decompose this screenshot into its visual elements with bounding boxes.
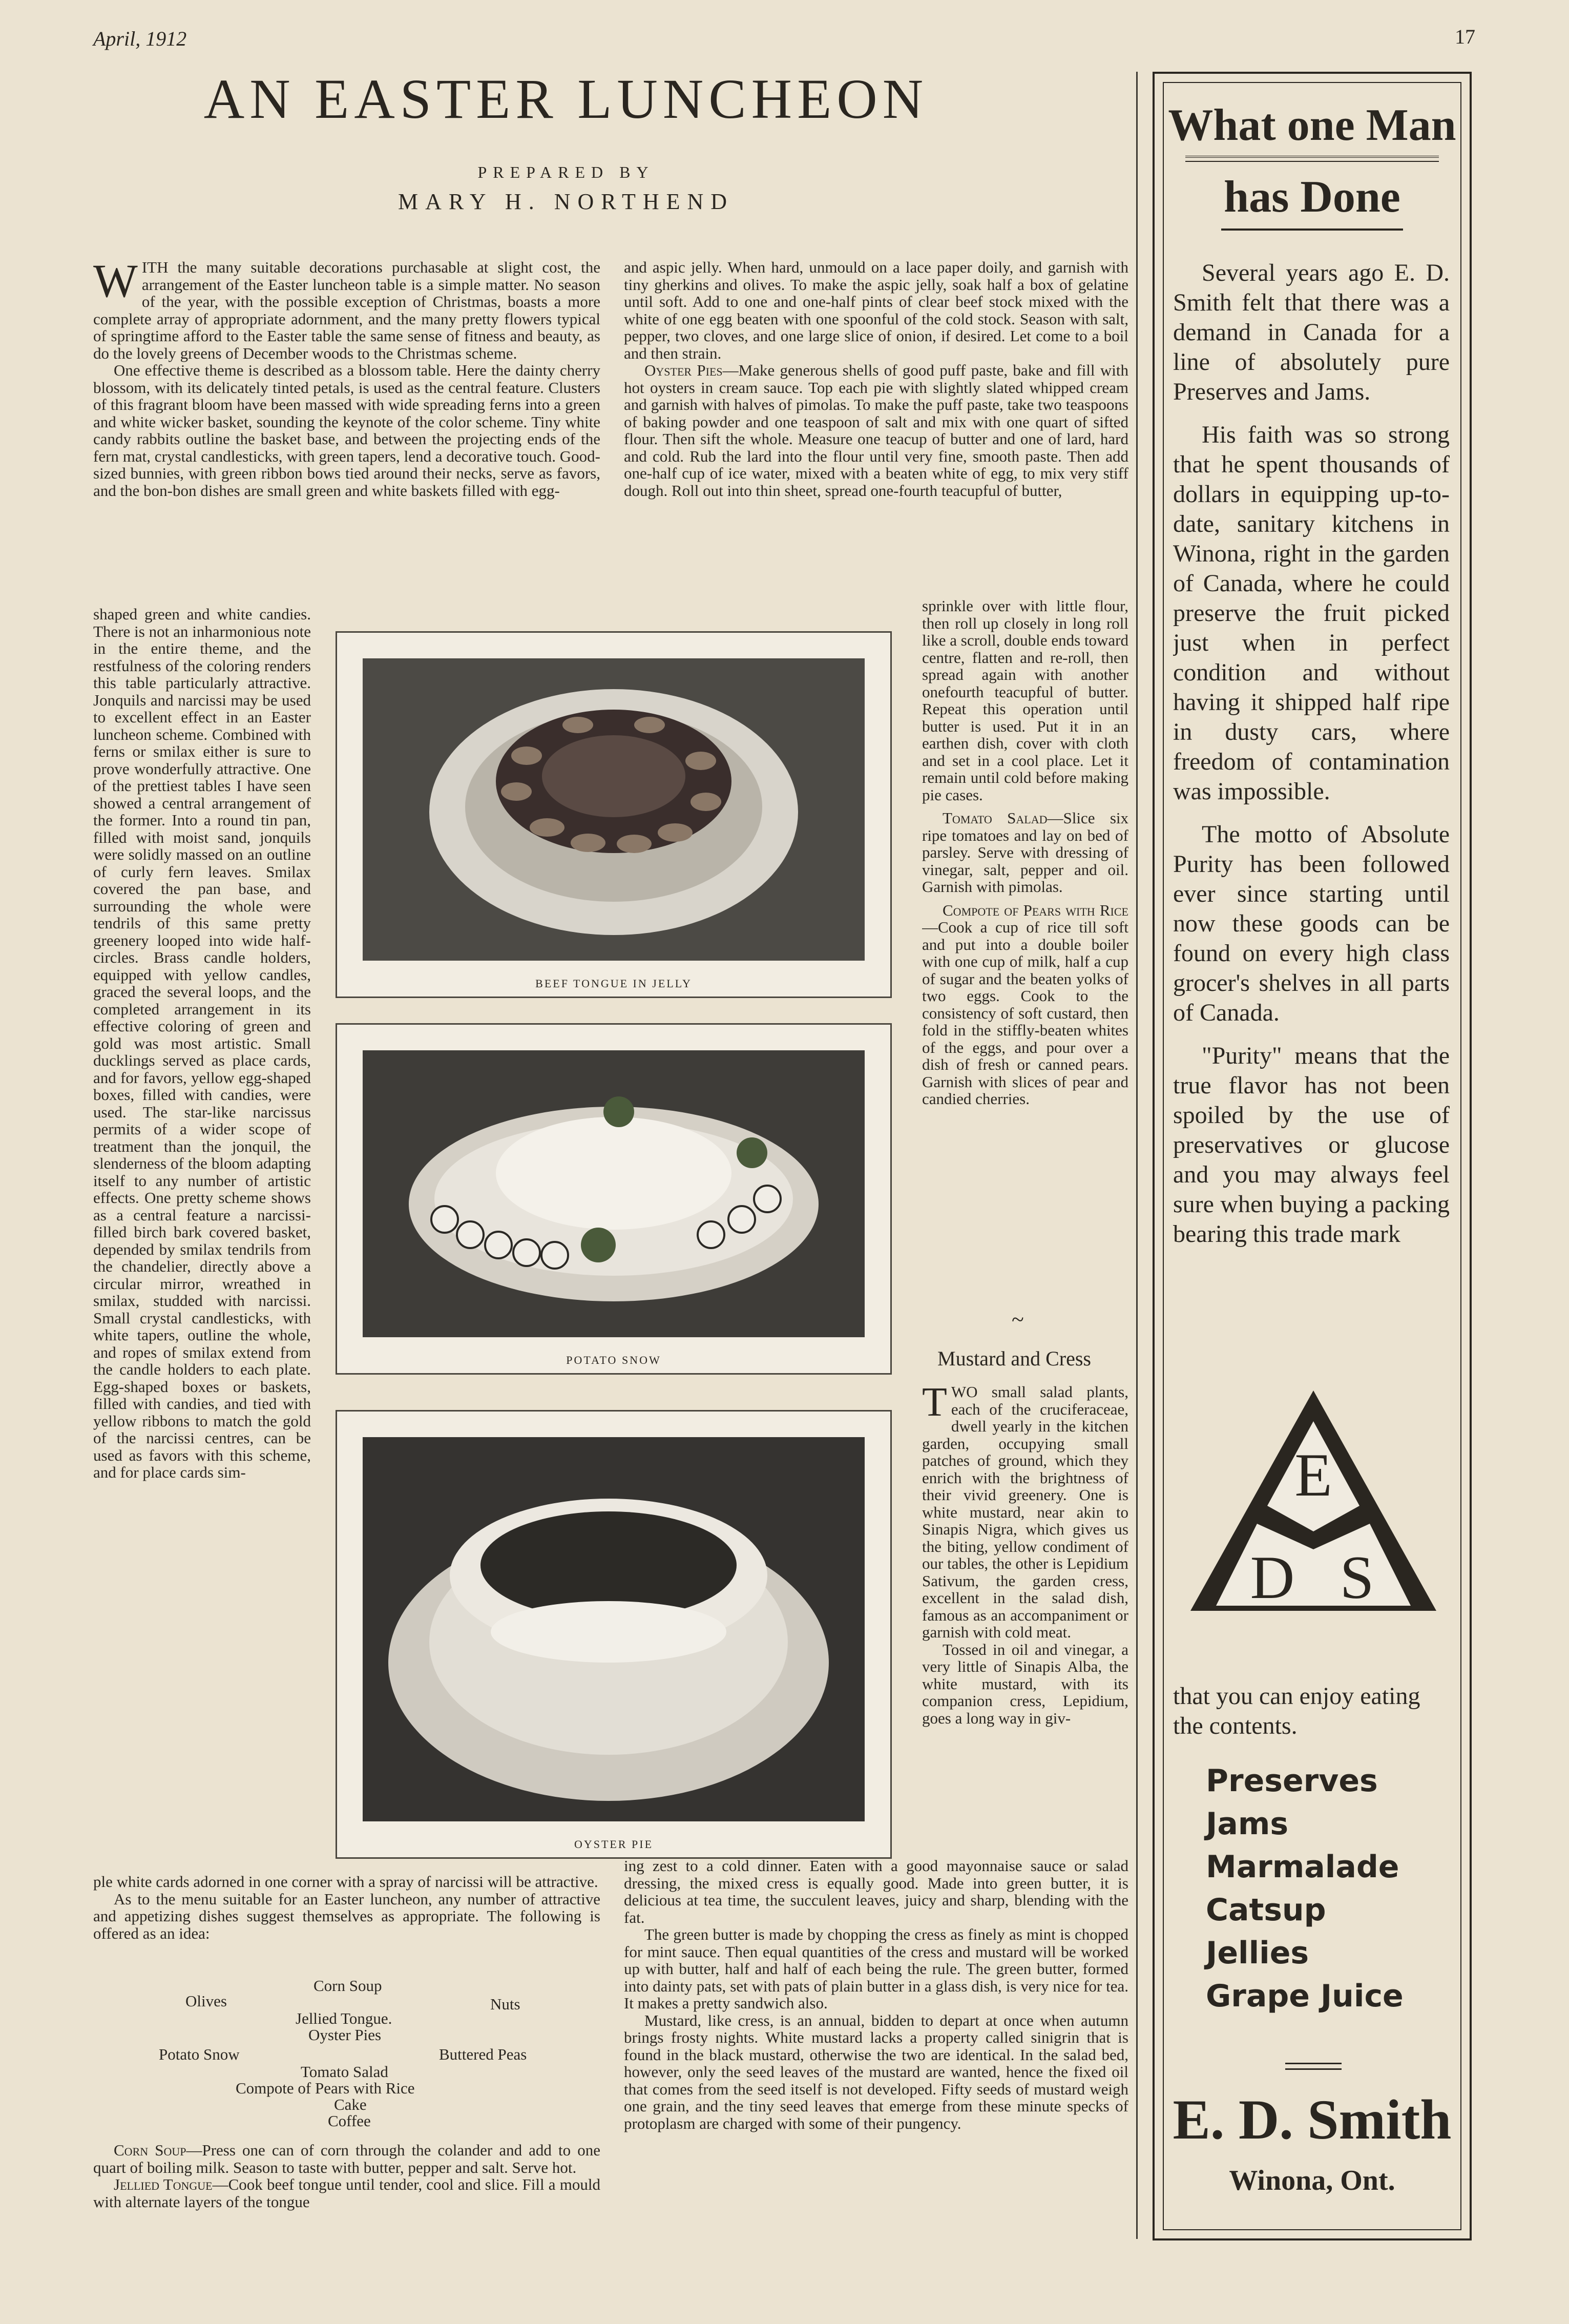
oyster-pies-recipe: —Make generous shells of good puff paste, bake and fill with hot oysters in cream sauce. Top each pie with slightly slated whipped cream and garnish with halves of pimolas. To make the puff paste, take two teaspoons of baking powder and one teaspoon of salt and mix with one quart of sifted flour. Then sift the whole. Measure one teacup of butter and one of lard, hard and cold. Rub the lard into the flour until very fine, smooth paste. Then add one-half cup of ice water, mixed with a beaten white of egg, to mix very stiff dough. Roll out into thin sheet, spread one-fourth teacupful of butter, — [624, 361, 1128, 500]
mustard-text — [922, 1383, 1128, 1855]
page-number: 17 — [1455, 25, 1475, 48]
company-location: Winona, Ont. — [1229, 2165, 1395, 2196]
prepared-by-label: PREPARED BY — [477, 163, 655, 181]
jellied-tongue-recipe: —Cook beef tongue until tender, cool and slice. Fill a mould with alternate layers of the tongue — [93, 2175, 600, 2211]
potato-snow-image — [363, 1050, 865, 1337]
col2-top-text — [624, 259, 1128, 602]
product-catsup: Catsup — [1206, 1892, 1326, 1928]
product-preserves: Preserves — [1206, 1763, 1378, 1799]
caption-beef-tongue: BEEF TONGUE IN JELLY — [535, 977, 692, 990]
jonquil-paragraph: shaped green and white candies. There is not an inharmonious note in the entire theme, and the restfulness of the coloring renders this table particularly attractive. Jonquils and narcissi may be used to excellent effect in an Easter luncheon scheme. Combined with ferns or smilax either is sure to prove wonderfully attractive. One of the prettiest tables I have seen showed a central arrangement of the former. Into a round tin pan, filled with moist sand, jonquils were solidly massed on an outline of curly fern leaves. Smilax covered the pan base, and surrounding the whole were tendrils of this same pretty greenery looped into wide half-circles. Brass candle holders, equipped with yellow candles, graced the several loops, and the completed arrangement in its effective coloring of green and gold was most artistic. Small ducklings served as place cards, and for favors, yellow egg-shaped boxes, filled with candies, were used. The star-like narcissus permits of a wider scope of treatment than the jonquil, the slenderness of the bloom adapting itself to any number of artistic effects. One pretty scheme shows as a central feature a narcissi-filled birch bark covered basket, depended by smilax tendrils from the chandelier, directly above a circular mirror, wreathed in smilax, studded with narcissi. Small crystal candlesticks, with white tapers, outline the whole, and ropes of smilax extend from the candle holders to each plate. Egg-shaped boxes or baskets, filled with candies, and tied with yellow ribbons to match the gold of the narcissi centres, can be used as favors with this scheme, and for place cards sim- — [93, 606, 311, 1481]
company-name: E. D. Smith — [1173, 2088, 1452, 2151]
ad-paragraph-1: Several years ago E. D. Smith felt that there was a demand in Canada for a line of absolutely pure Preserves and Jams. — [1173, 259, 1450, 405]
compote-recipe: —Cook a cup of rice till soft and put into a double boiler with one cup of milk, half a cup of sugar and the beaten yolks of two eggs. Cook to the consistency of soft custard, then fold in the stiffly-beaten whites of the eggs, and pour over a dish of fresh or canned pears. Garnish with slices of pear and candied cherries. — [922, 918, 1128, 1108]
product-grape-juice: Grape Juice — [1206, 1978, 1404, 2014]
blossom-paragraph: One effective theme is described as a blossom table. Here the dainty cherry blossom, with its delicately tinted petals, is used as the central feature. Clusters of this fragrant bloom have been massed with wide spreading ferns into a green and white wicker basket, sounding the keynote of the color scheme. Tiny white candy rabbits outline the basket base, and between the projecting ends of the fern mat, crystal candlesticks, with green tapers, lend a decorative touch. Good-sized bunnies, with green ribbon bows tied around their necks, serve as favors, and the bon-bon dishes are small green and white baskets filled with egg- — [93, 361, 600, 500]
annual-mustard-paragraph: Mustard, like cress, is an annual, bidden to depart at once when autumn brings frosty nights. White mustard lacks a property called sinigrin that is found in the black mustard, otherwise the two are identical. In the salad bed, however, only the seed leaves of the mustard are wanted, hence the fixed oil that comes from the seed itself is not developed. Fifty seeds of mustard weigh one grain, and the tiny seed leaves that emerge from these minute specks of protoplasm are charged with some of their pungency. — [624, 2011, 1128, 2132]
tomato-salad-label: Tomato Salad — [943, 809, 1048, 827]
menu-intro: As to the menu suitable for an Easter luncheon, any number of attractive and appetizing dishes suggest themselves as appropriate. The following is offered as an idea: — [93, 1890, 600, 1942]
menu-compote: Compote of Pears with Rice — [236, 2079, 415, 2097]
menu-corn-soup: Corn Soup — [313, 1977, 382, 1995]
ad-body-text — [1173, 258, 1450, 1391]
potato-snow-illustration — [363, 1050, 865, 1337]
product-marmalade: Marmalade — [1206, 1849, 1399, 1885]
col1-recipes — [93, 2142, 600, 2234]
trademark-letter-d: D — [1250, 1543, 1295, 1611]
product-list — [1206, 1759, 1404, 2018]
issue-date: April, 1912 — [93, 27, 187, 50]
caption-oyster-pie: OYSTER PIE — [574, 1838, 654, 1851]
col2-narrow-text — [922, 597, 1128, 1330]
tomato-salad-recipe: —Slice six ripe tomatoes and lay on bed of parsley. Serve with dressing of vinegar, salt, pepper and oil. Garnish with pimolas. — [922, 809, 1128, 896]
photo-potato-snow — [336, 1023, 892, 1375]
ad-headline-2: has Done — [1224, 172, 1400, 222]
company-rule — [1285, 2063, 1342, 2070]
ad-paragraph-3: The motto of Absolute Purity has been followed ever since starting until now these goods can be found on every high class grocer's shelves in all parts of Canada. — [1173, 821, 1450, 1026]
oyster-pie-image — [363, 1437, 865, 1821]
section-divider: ~ — [1012, 1307, 1024, 1332]
article-title: AN EASTER LUNCHEON — [203, 68, 929, 130]
cold-dinner-paragraph: ing zest to a cold dinner. Eaten with a good mayonnaise sauce or salad dressing, the mixed cress is equally good. Made into green butter, it is delicious at tea time, the succulent leaves, juicy and sharp, blending with the fat. — [624, 1857, 1128, 1926]
mustard-drop-cap: T — [922, 1383, 947, 1425]
mustard-paragraph: WO small salad plants, each of the cruciferaceae, dwell yearly in the kitchen garden, occupying small patches of ground, which they enrich with the brightness of their vivid greenery. One is white mustard, near akin to Sinapis Nigra, which gives us the biting, yellow condiment of our tables, the other is Lepidium Sativum, the garden cress, excellent in the salad dish, famous as an accompaniment or garnish with cold meat. — [922, 1383, 1128, 1641]
luncheon-menu — [93, 1977, 600, 2135]
beef-tongue-illustration — [363, 658, 865, 961]
trademark-letter-s: S — [1340, 1543, 1374, 1611]
oyster-pies-label: Oyster Pies — [644, 361, 723, 379]
ad-paragraph-2: His faith was so strong that he spent thousands of dollars in equipping up-to-date, sanitary kitchens in Winona, right in the garden of Canada, where he could preserve the fruit picked just when in perfect condition and without having it shipped half ripe in dusty cars, where freedom of contamination was impossible. — [1173, 421, 1450, 805]
mustard-paragraph-2: Tossed in oil and vinegar, a very little of Sinapis Alba, the white mustard, with its companion cress, Lepidium, goes a long way in giv- — [922, 1640, 1128, 1727]
menu-oyster-pies: Oyster Pies — [308, 2026, 382, 2044]
compote-label: Compote of Pears with Rice — [943, 901, 1128, 919]
photo-oyster-pie — [336, 1410, 892, 1859]
intro-paragraph: ITH the many suitable decorations purchasable at slight cost, the arrangement of the Easter luncheon table is a simple matter. No season of the year, with the possible exception of Christmas, boasts a more complete array of appropriate adornment, and the many pretty flowers typical of springtime afford to the Easter table the same sense of fitness and beauty, as do the lovely greens of December woods to the Christmas scheme. — [93, 259, 600, 362]
ad-headline-1: What one Man — [1168, 100, 1456, 150]
ed-smith-advertisement — [1153, 72, 1472, 2240]
drop-cap: W — [93, 259, 138, 307]
product-jellies: Jellies — [1206, 1935, 1309, 1971]
corn-soup-label: Corn Soup — [114, 2142, 186, 2159]
headline-underline — [1221, 229, 1403, 231]
green-butter-paragraph: The green butter is made by chopping the cress as finely as mint is chopped for mint sauce. Then equal quantities of the cress and mustard will be worked up with butter, half and half of each being the rule. The green butter, formed into dainty pats, set with pats of plain butter in a glass dish, is very nice for tea. It makes a pretty sandwich also. — [624, 1925, 1128, 2012]
col1-bottom-text — [93, 1873, 600, 1981]
menu-tomato-salad: Tomato Salad — [301, 2063, 388, 2081]
col1-narrow-text — [93, 606, 311, 1871]
eds-trademark-logo — [1185, 1385, 1441, 1621]
article-author: MARY H. NORTHEND — [398, 189, 735, 214]
headline-rule — [1185, 156, 1439, 162]
col1-top-text — [93, 259, 600, 587]
caption-potato-snow: POTATO SNOW — [566, 1354, 661, 1366]
oyster-pie-illustration — [363, 1437, 865, 1821]
menu-coffee: Coffee — [328, 2112, 371, 2130]
ad-after-logo: that you can enjoy eating the contents. — [1173, 1683, 1420, 1739]
menu-jellied-tongue: Jellied Tongue. — [296, 2009, 392, 2027]
menu-potato-snow: Potato Snow — [159, 2045, 240, 2063]
puff-paste-continued: sprinkle over with little flour, then roll up closely in long roll like a scroll, double ends toward centre, flatten and re-roll, then spread again with another onefourth teacupful of butter. Repeat this operation until butter is used. Put it in an earthen dish, cover with cloth and set in a cool place. Let it remain until cold before making pie cases. — [922, 597, 1128, 804]
menu-nuts: Nuts — [490, 1995, 520, 2013]
jellied-tongue-label: Jellied Tongue — [114, 2175, 213, 2193]
col2-bottom-text — [624, 1857, 1128, 2231]
ad-paragraph-4: "Purity" means that the true flavor has not been spoiled by the use of preservatives or glucose and you may always feel sure when buying a packing bearing this trade mark — [1173, 1042, 1450, 1248]
menu-cake: Cake — [334, 2095, 367, 2113]
corn-soup-recipe: —Press one can of corn through the colander and add to one quart of boiling milk. Season to taste with butter, pepper and salt. Serve hot. — [93, 2142, 600, 2176]
narcissi-end: ple white cards adorned in one corner with a spray of narcissi will be attractive. — [93, 1873, 598, 1891]
aspic-paragraph: and aspic jelly. When hard, unmould on a lace paper doily, and garnish with tiny gherkins and olives. To make the aspic jelly, soak half a box of gelatine until soft. Add to one and one-half pints of clear beef stock mixed with the white of one egg beaten with one spoonful of the cold stock. Season with salt, pepper, two cloves, and one large slice of onion, if desired. Let come to a boil and then strain. — [624, 259, 1128, 362]
beef-tongue-image — [363, 658, 865, 961]
column-divider — [1136, 72, 1138, 2239]
photo-beef-tongue — [336, 631, 892, 998]
trademark-letter-e: E — [1294, 1441, 1332, 1509]
menu-olives: Olives — [185, 1992, 227, 2010]
product-jams: Jams — [1206, 1806, 1289, 1842]
mustard-heading: Mustard and Cress — [937, 1347, 1091, 1370]
menu-buttered-peas: Buttered Peas — [439, 2045, 527, 2063]
